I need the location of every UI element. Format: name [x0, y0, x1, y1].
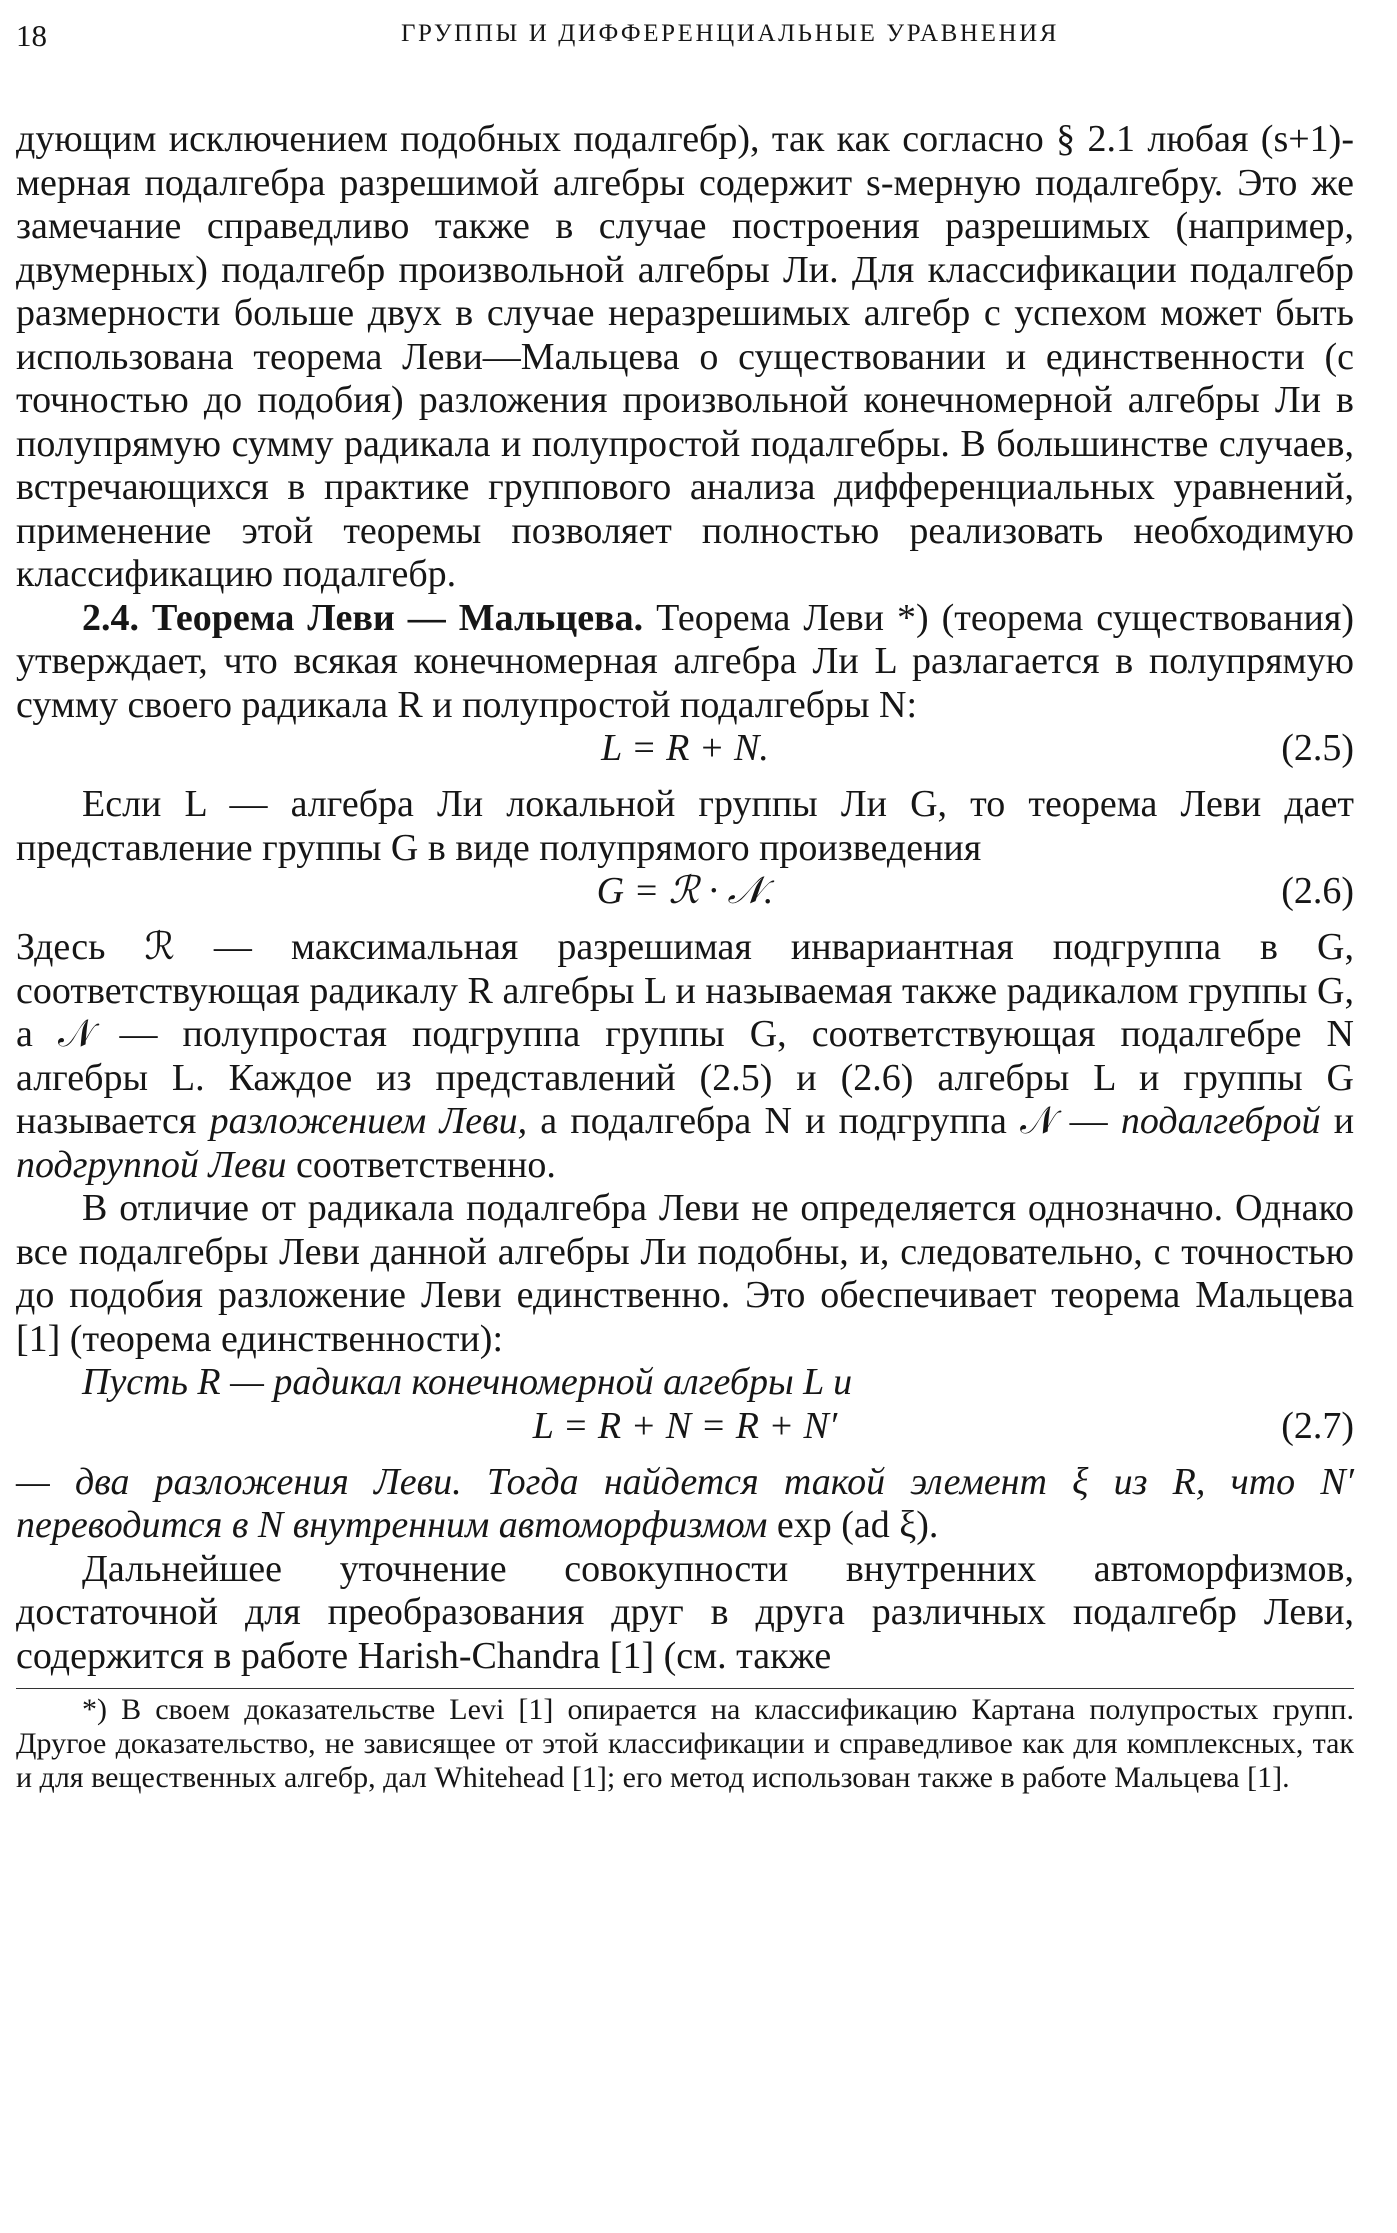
footnote-rule	[16, 1688, 1354, 1689]
body-text	[16, 118, 1354, 1678]
equation-expression: G = ℛ · 𝒩.	[596, 870, 774, 912]
term-levi-decomposition: разложением Леви,	[209, 1100, 528, 1142]
theorem-formula: exp (ad ξ).	[776, 1504, 939, 1546]
equation-number: (2.6)	[1281, 870, 1354, 912]
equation-expression: L = R + N.	[601, 727, 769, 769]
theorem-statement: Пусть R — радикал конечномерной алгебры L и	[82, 1361, 853, 1403]
equation-2-5	[16, 727, 1354, 771]
text-run: а подалгебра N и подгруппа 𝒩 —	[540, 1100, 1108, 1142]
equation-expression: L = R + N = R + N′	[532, 1404, 838, 1447]
paragraph-continued: дующим исключением подобных подалгебр), так как согласно § 2.1 любая (s+1)-мерная подалгебра разрешимой алгебры содержит s-мерную подалгебру. Это же замечание справедливо также в случае построения разрешимых (например, двумерных) подалгебр произвольной алгебры Ли. Для классификации подалгебр размерности больше двух в случае неразрешимых алгебр с успехом может быть использована теорема Леви—Мальцева о существовании и единственности (с точностью до подобия) разложения произвольной конечномерной алгебры Ли в полупрямую сумму радикала и полупростой подалгебры. В большинстве случаев, встречающихся в практике группового анализа дифференциальных уравнений, применение этой теоремы позволяет полностью реализовать необходимую классификацию подалгебр.	[16, 118, 1354, 595]
equation-2-6	[16, 870, 1354, 914]
section-heading: 2.4. Теорема Леви — Мальцева.	[82, 596, 644, 639]
theorem-continuation	[16, 1461, 1354, 1548]
equation-2-7	[16, 1405, 1354, 1449]
paragraph-harish-chandra: Дальнейшее уточнение совокупности внутренних автоморфизмов, достаточной для преобразования друг в друга различных подалгебр Леви, содержится в работе Harish-Chandra [1] (см. также	[16, 1547, 1354, 1677]
text-run: Здесь ℛ — максимальная разрешимая инвариантная подгруппа в G, соответствующая радикалу R алгебры L и называемая также радикалом группы G, а 𝒩 — полупростая подгруппа группы G, соответствующая подалгебре N алгебры L. Каждое из представлений (2.5) и (2.6) алгебры L и группы G называется	[16, 926, 1354, 1142]
paragraph-radical-definition	[16, 926, 1354, 1187]
paragraph-uniqueness: В отличие от радикала подалгебра Леви не определяется однозначно. Однако все подалгебры Леви данной алгебры Ли подобны, и, следовательно, с точностью до подобия разложение Леви единственно. Это обеспечивает теорема Мальцева [1] (теорема единственности):	[16, 1187, 1354, 1360]
book-page	[16, 12, 1354, 1795]
term-levi-subgroup: подгруппой Леви	[16, 1143, 287, 1186]
paragraph-levi-group: Если L — алгебра Ли локальной группы Ли G, то теорема Леви дает представление группы G в виде полупрямого произведения	[16, 783, 1354, 869]
term-levi-subalgebra: подалгеброй	[1120, 1100, 1321, 1142]
page-number: 18	[16, 18, 47, 53]
text-run: соответственно.	[296, 1143, 556, 1186]
theorem-text: — два разложения Леви. Тогда найдется такой элемент ξ из R, что N′ переводится в N внутренним автоморфизмом	[16, 1460, 1354, 1546]
running-title: ГРУППЫ И ДИФФЕРЕНЦИАЛЬНЫЕ УРАВНЕНИЯ	[400, 20, 1060, 47]
section-paragraph	[16, 597, 1354, 728]
section-intro: Теорема Леви *) (теорема существования) утверждает, что всякая конечномерная алгебра Ли L разлагается в полупрямую сумму своего радикала R и полупростой подалгебры N:	[16, 596, 1355, 726]
footnote: *) В своем доказательстве Levi [1] опирается на классификацию Картана полупростых групп. Другое доказательство, не зависящее от этой классификации и справедливое как для комплексных, так и для вещественных алгебр, дал Whitehead [1]; его метод использован также в работе Мальцева [1].	[16, 1693, 1354, 1794]
equation-number: (2.5)	[1281, 727, 1354, 769]
equation-number: (2.7)	[1281, 1404, 1354, 1447]
running-head	[16, 12, 1354, 64]
text-run: и	[1333, 1100, 1355, 1142]
